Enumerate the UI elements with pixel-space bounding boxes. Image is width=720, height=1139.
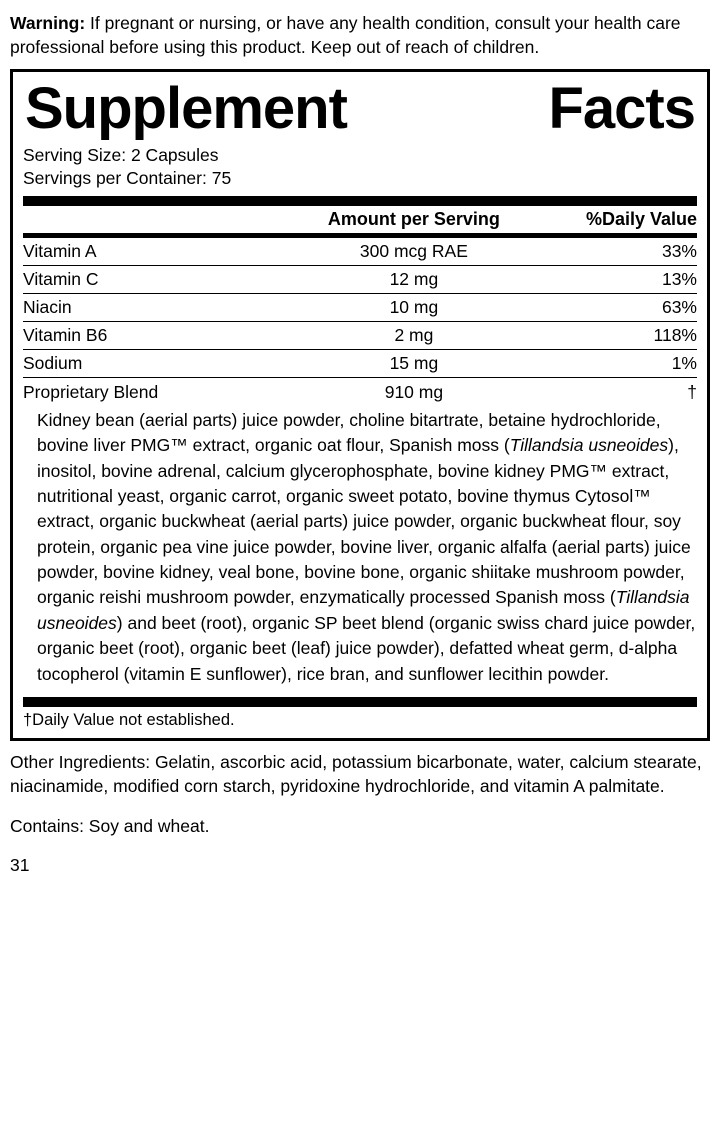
table-row xyxy=(23,265,697,293)
supplement-facts-title xyxy=(23,78,697,144)
header-daily-value: %Daily Value xyxy=(585,208,697,229)
nutrient-name: Sodium xyxy=(23,349,279,377)
blend-amount: 910 mg xyxy=(384,381,444,402)
nutrient-name: Vitamin A xyxy=(23,238,279,266)
table-header-row xyxy=(23,206,697,233)
nutrient-rows-table xyxy=(23,238,697,406)
supplement-facts-panel xyxy=(10,69,710,741)
warning-text: If pregnant or nursing, or have any health condition, consult your health care professional before using this product. Keep out of reach of children. xyxy=(10,13,681,57)
warning-label: Warning: xyxy=(10,13,86,33)
nutrient-rows-body xyxy=(23,238,697,406)
contains-statement: Contains: Soy and wheat. xyxy=(10,815,210,836)
warning-paragraph xyxy=(10,12,710,59)
blend-dv: † xyxy=(687,381,697,402)
divider-thick-top xyxy=(23,196,697,206)
blend-name: Proprietary Blend xyxy=(23,381,159,402)
blend-text-2: ), inositol, bovine adrenal, calcium glycerophosphate, bovine kidney PMG™ extract, nutritional yeast, organic carrot, organic sweet potato, bovine thymus Cytosol™ extract, organic buckwheat (aerial parts) juice powder, organic buckwheat flour, soy protein, organic pea vine juice powder, bovine liver, organic alfalfa (aerial parts) juice powder, bovine kidney, veal bone, bovine bone, organic shiitake mushroom powder, organic reishi mushroom powder, enzymatically processed Spanish moss ( xyxy=(37,435,691,608)
nutrient-dv: 13% xyxy=(549,265,697,293)
nutrition-table-head xyxy=(23,206,697,233)
proprietary-blend-row xyxy=(23,377,697,406)
daily-value-footnote: †Daily Value not established. xyxy=(23,710,235,729)
nutrient-amount: 300 mcg RAE xyxy=(279,238,549,266)
header-amount-per-serving: Amount per Serving xyxy=(327,208,500,229)
blend-text-3: ) and beet (root), organic SP beet blend (organic swiss chard juice powder, organic beet (root), organic beet (leaf) juice powder), defatted wheat germ, d-alpha tocopherol (vitamin E sunflower), rice bran, and sunflower lecithin powder. xyxy=(37,612,696,684)
servings-per-container: Servings per Container: 75 xyxy=(23,168,232,188)
table-row xyxy=(23,238,697,266)
blend-text-1: Kidney bean (aerial parts) juice powder, choline bitartrate, betaine hydrochloride, bovine liver PMG™ extract, organic oat flour, Spanish moss ( xyxy=(37,409,661,456)
table-row xyxy=(23,321,697,349)
page-number: 31 xyxy=(10,854,30,875)
title-word-facts: Facts xyxy=(548,76,695,142)
nutrient-dv: 33% xyxy=(549,238,697,266)
blend-latin-name-1: Tillandsia usneoides xyxy=(509,435,669,456)
nutrient-dv: 63% xyxy=(549,293,697,321)
table-row xyxy=(23,293,697,321)
nutrient-amount: 15 mg xyxy=(279,349,549,377)
header-nutrient xyxy=(23,206,279,233)
blend-ingredient-list xyxy=(23,406,697,691)
serving-size: Serving Size: 2 Capsules xyxy=(23,145,219,166)
nutrition-table xyxy=(23,206,697,233)
table-row xyxy=(23,349,697,377)
nutrient-amount: 12 mg xyxy=(279,265,549,293)
nutrient-dv: 1% xyxy=(549,349,697,377)
nutrient-name: Vitamin B6 xyxy=(23,321,279,349)
nutrient-amount: 2 mg xyxy=(279,321,549,349)
title-word-supplement: Supplement xyxy=(25,76,347,142)
divider-thick-bottom xyxy=(23,697,697,707)
nutrient-dv: 118% xyxy=(549,321,697,349)
nutrient-name: Niacin xyxy=(23,293,279,321)
nutrient-name: Vitamin C xyxy=(23,265,279,293)
other-ingredients: Other Ingredients: Gelatin, ascorbic acid, potassium bicarbonate, water, calcium stearate, niacinamide, modified corn starch, pyridoxine hydrochloride, and vitamin A palmitate. xyxy=(10,751,702,796)
nutrient-amount: 10 mg xyxy=(279,293,549,321)
blend-latin-name-2: Tillandsia usneoides xyxy=(37,587,690,633)
